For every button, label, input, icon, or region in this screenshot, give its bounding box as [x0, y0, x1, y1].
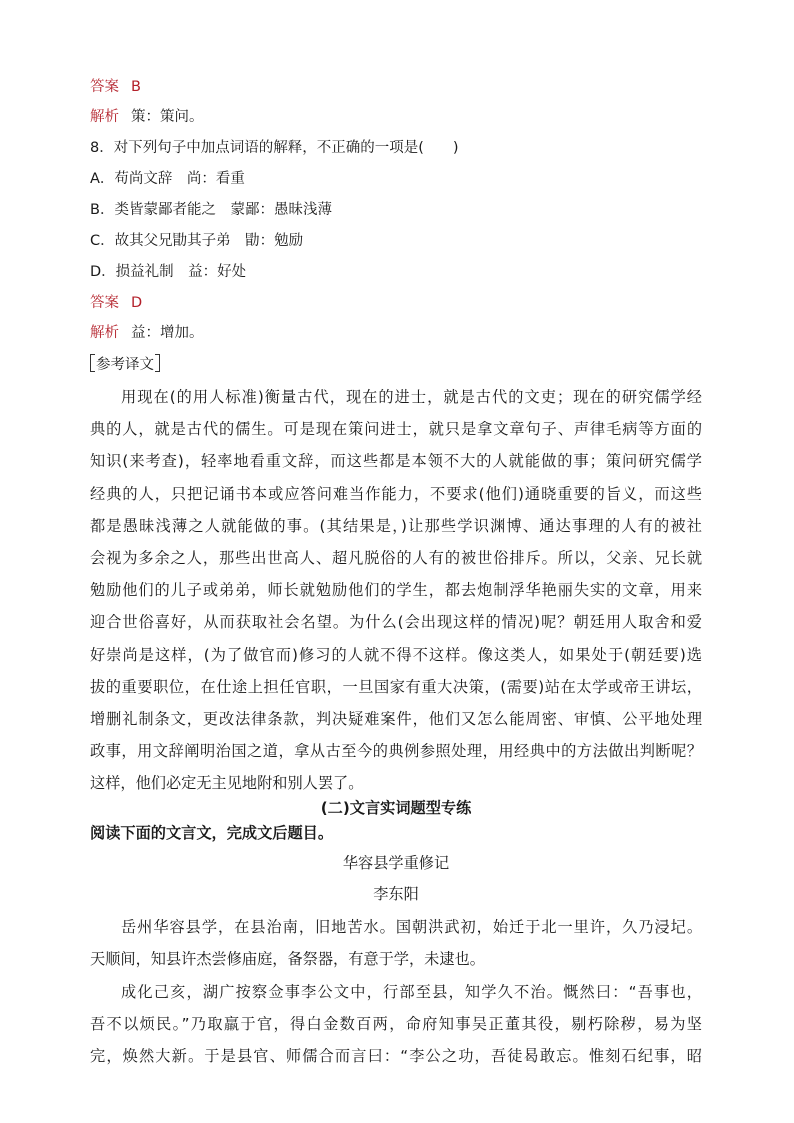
q7-answer-row — [90, 77, 141, 97]
section-instruction: 阅读下面的文言文，完成文后题目。 — [90, 824, 333, 842]
answer-label: 答案 — [90, 79, 119, 95]
answer-value: D — [131, 295, 143, 311]
analysis-label: 解析 — [90, 325, 119, 341]
section-title: (二)文言实词题型专练 — [320, 799, 472, 817]
q8-option-d: D．损益礼制 益：好处 — [90, 264, 247, 280]
essay-line: 成化己亥，湖广按察佥事李公文中，行部至县，知学久不治。慨然曰：“吾事也， — [121, 983, 702, 1001]
essay-paragraph-2 — [90, 976, 702, 1073]
answer-label: 答案 — [90, 295, 119, 311]
essay-line: 岳州华容县学，在县治南，旧地苦水。国朝洪武初，始迁于北一里许，久乃浸圮。 — [121, 918, 702, 936]
translation-line: 都是愚昧浅薄之人就能做的事。(其结果是，)让那些学识渊博、通达事理的人有的被社 — [90, 516, 702, 535]
translation-line: 增删礼制条文，更改法律条款，判决疑难案件，他们又怎么能周密、审慎、公平地处理 — [90, 709, 702, 728]
translation-heading-text: 参考译文 — [96, 357, 154, 373]
bracket-right-mark — [155, 354, 160, 372]
essay-line: 吾不以烦民。”乃取羸于官，得白金数百两，命府知事吴正董其役，剔朽除秽，易为坚 — [90, 1015, 702, 1034]
essay-line: 天顺间，知县许杰尝修庙庭，备祭器，有意于学，未逮也。 — [90, 950, 485, 969]
translation-line: 这样，他们必定无主见地附和别人罢了。 — [90, 774, 364, 793]
analysis-label: 解析 — [90, 109, 119, 125]
translation-line: 政事，用文辞阐明治国之道，拿从古至今的典例参照处理，用经典中的方法做出判断呢？ — [90, 742, 702, 761]
q8-option-c: C．故其父兄勖其子弟 勖：勉励 — [90, 233, 304, 249]
answer-value: B — [131, 79, 141, 95]
translation-line: 迎合世俗喜好，从而获取社会名望。为什么(会出现这样的情况)呢？朝廷用人取舍和爱 — [90, 613, 702, 632]
translation-line: 会视为多余之人，那些出世高人、超凡脱俗的人有的被世俗排斥。所以，父亲、兄长就 — [90, 548, 702, 567]
translation-line: 勉励他们的儿子或弟弟，师长就勉励他们的学生，都去炮制浮华艳丽失实的文章，用来 — [90, 581, 702, 600]
analysis-text: 策：策问。 — [131, 109, 204, 125]
translation-line: 典的人，就是古代的儒生。可是现在策问进士，就只是拿文章句子、声律毛病等方面的 — [90, 420, 702, 439]
translation-line: 知识(来考查)，轻率地看重文辞，而这些都是本领不大的人就能做的事；策问研究儒学 — [90, 452, 702, 471]
essay-author: 李东阳 — [373, 885, 419, 903]
q8-analysis-row — [90, 323, 204, 343]
q7-analysis-row — [90, 107, 204, 127]
translation-line: 经典的人，只把记诵书本或应答问难当作能力，不要求(他们)通晓重要的旨义，而这些 — [90, 484, 702, 503]
translation-line: 拔的重要职位，在仕途上担任官职，一旦国家有重大决策，(需要)站在太学或帝王讲坛， — [90, 677, 702, 696]
q8-option-a: A．苟尚文辞 尚：看重 — [90, 171, 245, 187]
translation-paragraph — [90, 381, 702, 799]
essay-line: 完，焕然大新。于是县官、师儒合而言曰：“李公之功，吾徒曷敢忘。惟刻石纪事，昭 — [90, 1047, 702, 1066]
translation-line: 用现在(的用人标准)衡量古代，现在的进士，就是古代的文吏；现在的研究儒学经 — [121, 388, 702, 406]
bracket-left-mark — [90, 354, 95, 372]
translation-heading — [90, 354, 160, 375]
q8-answer-row — [90, 293, 142, 313]
q8-option-b: B．类皆蒙鄙者能之 蒙鄙：愚昧浅薄 — [90, 202, 332, 218]
q8-question: 8．对下列句子中加点词语的解释，不正确的一项是( ) — [90, 140, 459, 156]
analysis-text: 益：增加。 — [131, 325, 204, 341]
translation-line: 好崇尚是这样，(为了做官而)修习的人就不得不这样。像这类人，如果处于(朝廷要)选 — [90, 645, 702, 664]
essay-title: 华容县学重修记 — [342, 854, 450, 872]
essay-paragraph-1 — [90, 911, 702, 975]
